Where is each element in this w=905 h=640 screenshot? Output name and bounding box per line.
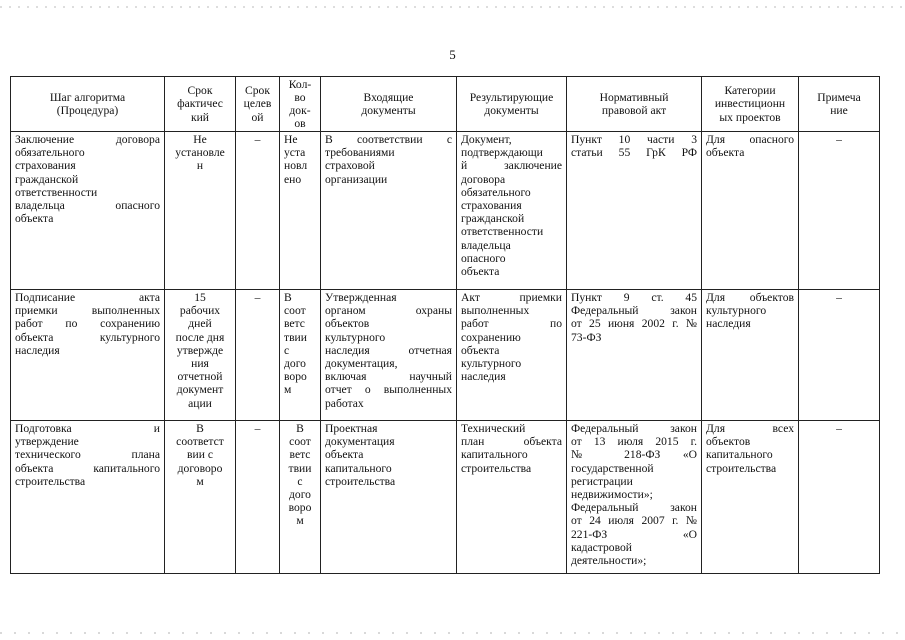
header-categories: Категории инвестиционн ых проектов [702,77,799,132]
cell-target-term: – [236,132,280,290]
header-legal-act: Нормативный правовой акт [567,77,702,132]
header-result-docs: Результирующие документы [457,77,567,132]
scan-artifact-top [0,6,905,8]
cell-categories: Для объектов культурного наследия [702,290,799,421]
cell-input-docs: В соответствии с требованиями страховой организации [321,132,457,290]
cell-doc-count: В соот ветс твии с дого воро м [280,421,321,574]
header-actual-term: Срок фактичес кий [165,77,236,132]
cell-step: Подписание акта приемки выполненных работ по сохранению объекта культурного наследия [11,290,165,421]
cell-note: – [799,421,880,574]
header-step: Шаг алгоритма (Процедура) [11,77,165,132]
cell-actual-term: Не установле н [165,132,236,290]
table-row [11,421,880,574]
cell-result-docs: Документ, подтверждающи й заключение договора обязательного страхования гражданской ответственности владельца опасного объекта [457,132,567,290]
cell-actual-term: В соответст вии с договоро м [165,421,236,574]
cell-legal-act: Пункт 9 ст. 45 Федеральный закон от 25 июня 2002 г. № 73-ФЗ [567,290,702,421]
header-note: Примеча ние [799,77,880,132]
cell-legal-act: Пункт 10 части 3 статьи 55 ГрК РФ [567,132,702,290]
cell-categories: Для опасного объекта [702,132,799,290]
table-header-row [11,77,880,132]
header-target-term: Срок целев ой [236,77,280,132]
cell-note: – [799,290,880,421]
scan-artifact-bottom [0,632,905,634]
cell-target-term: – [236,290,280,421]
procedure-table [10,76,880,574]
cell-step: Подготовка и утверждение технического плана объекта капитального строительства [11,421,165,574]
cell-step: Заключение договора обязательного страхования гражданской ответственности владельца опасного объекта [11,132,165,290]
page-number: 5 [449,47,456,62]
cell-categories: Для всех объектов капитального строительства [702,421,799,574]
cell-note: – [799,132,880,290]
cell-legal-act: Федеральный закон от 13 июля 2015 г. № 218-ФЗ «О государственной регистрации недвижимости»; Федеральный закон от 24 июля 2007 г. № 221-ФЗ «О кадастровой деятельности»; [567,421,702,574]
cell-result-docs: Технический план объекта капитального строительства [457,421,567,574]
cell-doc-count: Не уста новл ено [280,132,321,290]
header-doc-count: Кол- во док- ов [280,77,321,132]
cell-result-docs: Акт приемки выполненных работ по сохранению объекта культурного наследия [457,290,567,421]
cell-actual-term: 15 рабочих дней после дня утвержде ния отчетной документ ации [165,290,236,421]
cell-target-term: – [236,421,280,574]
cell-input-docs: Утвержденная органом охраны объектов культурного наследия отчетная документация, включая научный отчет о выполненных работах [321,290,457,421]
cell-doc-count: В соот ветс твии с дого воро м [280,290,321,421]
cell-input-docs: Проектная документация объекта капитального строительства [321,421,457,574]
header-input-docs: Входящие документы [321,77,457,132]
table-row [11,290,880,421]
table-row [11,132,880,290]
